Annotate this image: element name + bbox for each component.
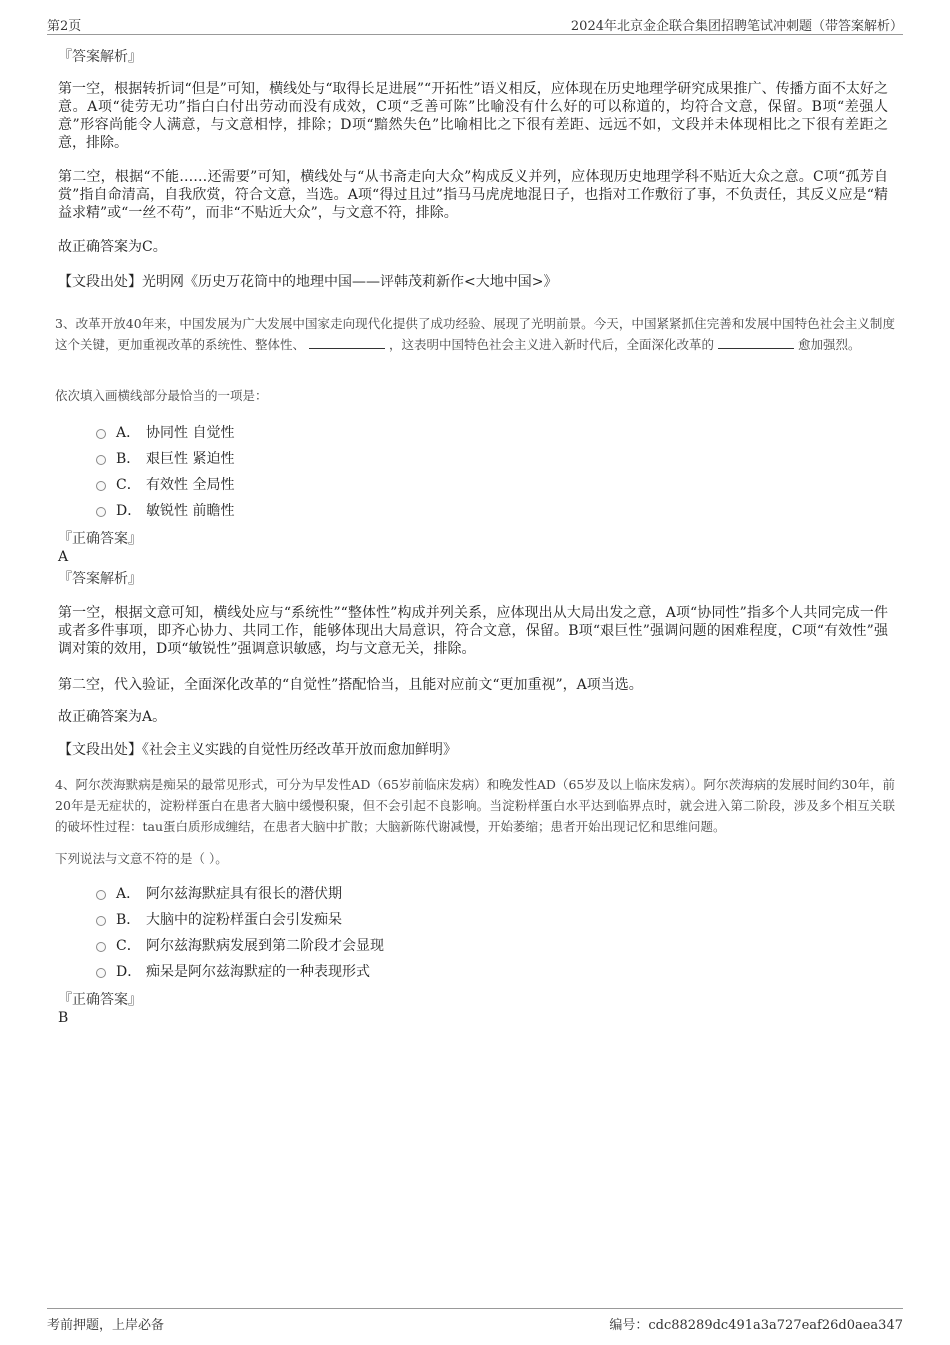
option-b[interactable] bbox=[96, 911, 342, 929]
option-text: 协同性 自觉性 bbox=[146, 425, 235, 441]
radio-button[interactable] bbox=[96, 507, 106, 517]
option-d[interactable] bbox=[96, 963, 370, 981]
option-letter: B． bbox=[116, 451, 141, 467]
option-d[interactable] bbox=[96, 502, 234, 520]
radio-button[interactable] bbox=[96, 481, 106, 491]
page-header bbox=[47, 14, 903, 35]
option-text: 阿尔兹海默症具有很长的潜伏期 bbox=[146, 886, 342, 902]
option-letter: D． bbox=[116, 503, 142, 519]
option-letter: D． bbox=[116, 964, 142, 980]
correct-answer-label: 『正确答案』 bbox=[58, 531, 142, 547]
option-letter: A． bbox=[116, 886, 141, 902]
radio-button[interactable] bbox=[96, 916, 106, 926]
question-stem bbox=[55, 313, 895, 355]
correct-answer: B bbox=[58, 1010, 69, 1026]
option-letter: A． bbox=[116, 425, 141, 441]
footer-slogan: 考前押题，上岸必备 bbox=[47, 1318, 165, 1333]
source-citation: 【文段出处】《社会主义实践的自觉性历经改革开放而愈加鲜明》 bbox=[58, 742, 457, 758]
option-text: 敏锐性 前瞻性 bbox=[146, 503, 235, 519]
answer-analysis-label: 『答案解析』 bbox=[58, 49, 142, 65]
question-stem: 4、阿尔茨海默病是痴呆的最常见形式，可分为早发性AD（65岁前临床发病）和晚发性AD（65岁及以上临床发病）。阿尔茨海病的发展时间约30年，前20年是无症状的，淀粉样蛋白在患者大脑中缓慢积聚，但不会引起不良影响。当淀粉样蛋白水平达到临界点时，就会进入第二阶段，涉及多个相互关联的破坏性过程：tau蛋白质形成缠结，在患者大脑中扩散；大脑新陈代谢减慢，开始萎缩；患者开始出现记忆和思维问题。 bbox=[55, 777, 895, 834]
analysis-conclusion: 故正确答案为C。 bbox=[58, 239, 167, 255]
analysis-paragraph: 第一空，根据文意可知，横线处应与“系统性”“整体性”构成并列关系，应体现出从大局出发之意，A项“协同性”指多个人共同完成一件或者多件事项，即齐心协力、共同工作，能够体现出大局意识，符合文意，保留。B项“艰巨性”强调问题的困难程度，C项“有效性”强调对策的效用，D项“敏锐性”强调意识敏感，均与文意无关，排除。 bbox=[58, 605, 888, 657]
question-stem-text: ，这表明中国特色社会主义进入新时代后，全面深化改革的 bbox=[389, 337, 715, 352]
question-prompt: 依次填入画横线部分最恰当的一项是： bbox=[55, 388, 268, 403]
option-a[interactable] bbox=[96, 424, 234, 442]
correct-answer-label: 『正确答案』 bbox=[58, 992, 142, 1008]
option-letter: C． bbox=[116, 477, 141, 493]
source-citation: 【文段出处】光明网《历史万花筒中的地理中国——评韩茂莉新作<大地中国>》 bbox=[58, 274, 558, 290]
correct-answer: A bbox=[58, 549, 69, 565]
question-stem-text: 愈加强烈。 bbox=[798, 337, 861, 352]
option-letter: B． bbox=[116, 912, 141, 928]
option-text: 痴呆是阿尔兹海默症的一种表现形式 bbox=[146, 964, 370, 980]
page-footer bbox=[47, 1308, 903, 1333]
radio-button[interactable] bbox=[96, 455, 106, 465]
document-id: 编号：cdc88289dc491a3a727eaf26d0aea347 bbox=[609, 1318, 903, 1333]
fill-blank bbox=[718, 336, 794, 349]
page-number: 第2页 bbox=[47, 19, 82, 34]
document-title: 2024年北京金企联合集团招聘笔试冲刺题（带答案解析） bbox=[570, 19, 903, 34]
analysis-paragraph: 第二空，根据“不能……还需要”可知，横线处与“从书斋走向大众”构成反义并列，应体现历史地理学科不贴近大众之意。C项“孤芳自赏”指自命清高，自我欣赏，符合文意，当选。A项“得过且过”指马马虎虎地混日子，也指对工作敷衍了事，不负责任，其反义应是“精益求精”或“一丝不苟”，而非“不贴近大众”，与文意不符，排除。 bbox=[58, 169, 888, 221]
option-b[interactable] bbox=[96, 450, 234, 468]
radio-button[interactable] bbox=[96, 968, 106, 978]
radio-button[interactable] bbox=[96, 890, 106, 900]
question-stem-text: 3、改革开放40年来，中国发展为广大发展中国家走向现代化提供了成功经验、展现了光明前景。今天，中国紧紧抓住完善和发展中国特色社会主义制度这个关键，更加重视改革的系统性、整体性、 bbox=[55, 316, 895, 352]
option-text: 大脑中的淀粉样蛋白会引发痴呆 bbox=[146, 912, 342, 928]
option-text: 有效性 全局性 bbox=[146, 477, 235, 493]
radio-button[interactable] bbox=[96, 942, 106, 952]
analysis-conclusion: 故正确答案为A。 bbox=[58, 709, 167, 725]
option-a[interactable] bbox=[96, 885, 342, 903]
radio-button[interactable] bbox=[96, 429, 106, 439]
fill-blank bbox=[309, 336, 385, 349]
analysis-paragraph: 第一空，根据转折词“但是”可知，横线处与“取得长足进展”“开拓性”语义相反，应体现在历史地理学研究成果推广、传播方面不太好之意。A项“徒劳无功”指白白付出劳动而没有成效，C项“乏善可陈”比喻没有什么好的可以称道的，均符合文意，保留。B项“差强人意”形容尚能令人满意，与文意相悖，排除；D项“黯然失色”比喻相比之下很有差距、远远不如，文段并未体现相比之下很有差距之意，排除。 bbox=[58, 81, 888, 151]
option-c[interactable] bbox=[96, 937, 384, 955]
option-text: 艰巨性 紧迫性 bbox=[146, 451, 235, 467]
option-c[interactable] bbox=[96, 476, 234, 494]
answer-analysis-label: 『答案解析』 bbox=[58, 571, 142, 587]
option-letter: C． bbox=[116, 938, 141, 954]
analysis-paragraph: 第二空，代入验证，全面深化改革的“自觉性”搭配恰当，且能对应前文“更加重视”，A项当选。 bbox=[58, 677, 643, 693]
option-text: 阿尔兹海默病发展到第二阶段才会显现 bbox=[146, 938, 384, 954]
question-prompt: 下列说法与文意不符的是（ ）。 bbox=[55, 851, 228, 866]
